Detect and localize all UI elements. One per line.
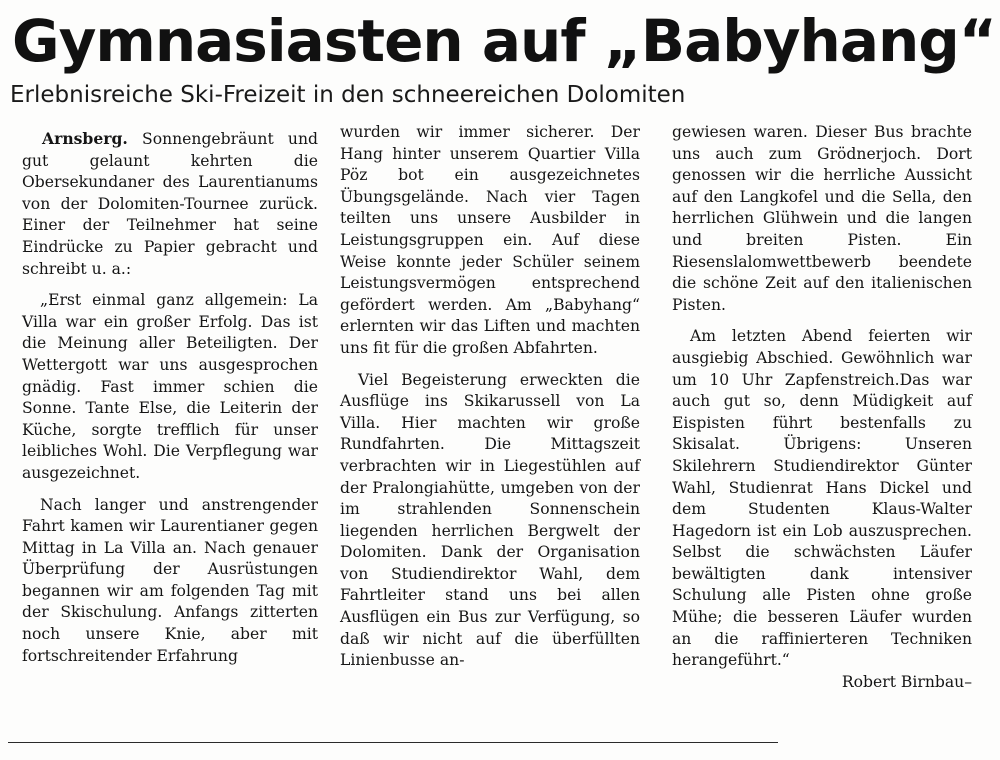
bottom-rule — [8, 742, 778, 743]
article-paragraph-7: Am letzten Abend feierten wir ausgiebig Abschied. Gewöhnlich war um 10 Uhr Zapfenstreich.Das war auch gut so, denn Müdigkeit auf Eispisten führt bestenfalls zu Skisalat. Übrigens: Unseren Skilehrern Studiendirektor Günter Wahl, Studienrat Hans Dickel und dem Studenten Klaus-Walter Hagedorn ist ein Lob auszusprechen. Selbst die schwächsten Läufer bewältigten dank intensiver Schulung alle Pisten ohne große Mühe; die besseren Läufer wurden an die raffinierteren Techniken herangeführt.“ — [672, 327, 972, 670]
article-column-1 — [22, 128, 318, 667]
article-paragraph-5: Viel Begeisterung erweckten die Ausflüge ins Skikarussell von La Villa. Hier machten wir große Rundfahrten. Die Mittagszeit verbrachten wir in Liegestühlen auf der Pralongiahütte, umgeben von der im strahlenden Sonnenschein liegenden herrlichen Bergwelt der Dolomiten. Dank der Organisation von Studiendirektor Wahl, dem Fahrtleiter stand uns bei allen Ausflügen ein Bus zur Verfügung, so daß wir nicht auf die überfüllten Linienbusse an- — [340, 370, 640, 670]
article-paragraph-6: gewiesen waren. Dieser Bus brachte uns auch zum Grödnerjoch. Dort genossen wir die herrliche Aussicht auf den Langkofel und die Sella, den herrlichen Glühwein und die langen und breiten Pisten. Ein Riesenslalomwettbewerb beendete die schöne Zeit auf den italienischen Pisten. — [672, 123, 972, 314]
article-paragraph-3: Nach langer und anstrengender Fahrt kamen wir Laurentianer gegen Mittag in La Villa an. Nach genauer Überprüfung der Ausrüstungen begannen wir am folgenden Tag mit der Skischulung. Anfangs zitterten noch unsere Knie, aber mit fortschreitender Erfahrung — [22, 495, 318, 665]
article-column-2 — [340, 123, 640, 672]
article-dateline: Arnsberg. — [42, 129, 128, 148]
article-author: Robert Birnbau– — [841, 672, 972, 691]
article-headline: Gymnasiasten auf „Babyhang“ — [12, 7, 996, 75]
article-paragraph-2: „Erst einmal ganz allgemein: La Villa war ein großer Erfolg. Das ist die Meinung aller Beteiligten. Der Wettergott war uns ausgesprochen gnädig. Fast immer schien die Sonne. Tante Else, die Leiterin der Küche, sorgte trefflich für unser leibliches Wohl. Die Verpflegung war ausgezeichnet. — [22, 291, 318, 482]
scan-edge-marks — [984, 540, 994, 740]
article-paragraph-1-text: Sonnengebräunt und gut gelaunt kehrten die Obersekundaner des Laurentianums von der Dolomiten-Tournee zurück. Einer der Teilnehmer hat seine Eindrücke zu Papier gebracht und schreibt u. a.: — [22, 130, 318, 278]
article-subheadline: Erlebnisreiche Ski-Freizeit in den schneereichen Dolomiten — [10, 82, 686, 108]
article-paragraph-1 — [22, 128, 318, 280]
article-paragraph-4: wurden wir immer sicherer. Der Hang hinter unserem Quartier Villa Pöz bot ein ausgezeichnetes Übungsgelände. Nach vier Tagen teilten uns unsere Ausbilder in Leistungsgruppen ein. Auf diese Weise konnte jeder Schüler seinem Leistungsvermögen entsprechend gefördert werden. Am „Babyhang“ erlernten wir das Liften und machten uns fit für die großen Abfahrten. — [340, 123, 640, 357]
article-column-3 — [672, 123, 972, 693]
